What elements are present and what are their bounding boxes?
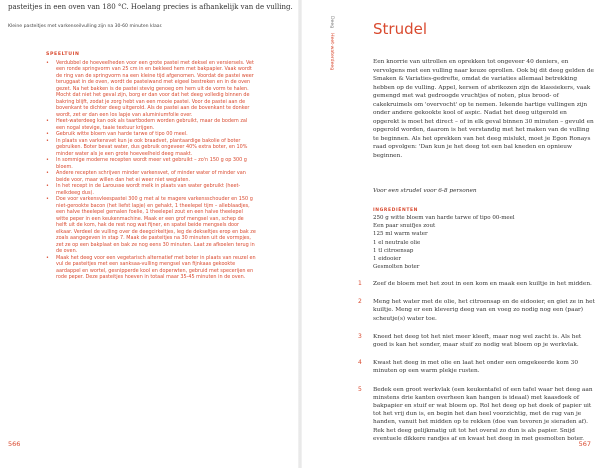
- running-head: [329, 16, 334, 70]
- recipe-serves: Voor een strudel voor 6-8 personen: [373, 188, 477, 194]
- ingredients-list: [373, 214, 595, 271]
- method-step: [358, 298, 595, 323]
- page-number-right: 567: [578, 440, 591, 448]
- tip-item: • In het recept in de Larousse wordt melk in plaats van water gebruikt (heet-melkdeeg dus).: [46, 183, 256, 196]
- ingredient-item: Een paar snuifjes zout: [373, 223, 436, 230]
- tip-item: • Maak het deeg voor een vegetarisch alternatief met boter in plaats van reuzel en vul de pasteitjes met een sanksaa-vulling mengsel van fijnkaas gekookte aardappel en wortel, gesnipperde kool en doperwten, gebruid met specerijen en rode peper. Deze pasteitjes hoeven in totaal maar 35-45 minuten in de oven.: [46, 255, 256, 281]
- step-number: 5: [358, 385, 362, 393]
- running-head-section: Heet-waterdeeg: [329, 33, 334, 71]
- step-text: Meng het water met de olie, het citroensap en de eidooier, en giet ze in het kuiltje. Meng er een kleverig deeg van en voeg zo nodig nog een (paar) scheutje(s) water toe.: [373, 299, 595, 322]
- step-text: Kneed het deeg tot het niet meer kleeft, maar nog wel zacht is. Als het goed is kan het sonder, maar stuif zo nodig wat bloem op je werkvlak.: [373, 333, 582, 349]
- tip-item: • Andere recepten schrijven minder varkensvet, of minder water of minder van beide voor, maar willen dan het ei weer niet weglaten.: [46, 170, 256, 183]
- tip-item: • Gebruik witte bloem van harde tarwe of tipo 00 meel.: [46, 131, 256, 138]
- tip-item: • Doe voor varkensvleespastei 300 g met al te magere varkensschouder en 150 g niet-gerookte bacon (het liefst lapje) en gehakt, 1 theelepel tijm – alleblaadjes, een halve theelepel gemalen foelie, 1 theelepel zout en een halve theelepel witte peper in een keukenmachine. Maak er een grof mengsel van, schep de helft uit de kom, hak de rest nog wat fijner, en spatel beide mengsels door elkaar. Verdeel de vulling over de deegcirkeltjes, leg de dekseltjes erop en bak ze zoals aangegeven in stap 7. Maak de pasteitjes na 30 minuten uit de vormpjes, zet ze op een bakplaat en bak ze nog eens 30 minuten. Laat ze afkoelen terug in de oven.: [46, 196, 256, 255]
- step-number: 2: [358, 298, 362, 306]
- ingredient-item: 1 tl citroensap: [373, 247, 414, 254]
- ingredient-item: Gesmolten boter: [373, 264, 420, 271]
- step-text: Bedek een groot werkvlak (een keukentafel of een tafel waar het deeg aan minstens drie kanten overheen kan hangen is ideaal) met kaasdoek of bakpapier en stuif er wat bloem op. Rol het deeg op het doek of papier uit tot het vrij dun is, en begin het dan heel voorzichtig, met de rug van je handen, vanuit het midden op te rekken (doe van tevoren je sieraden af). Rek het deeg gelijkmatig uit tot het overal zo dun is als papier. Snijd eventuele dikkere randjes af en kwast het deeg in met gesmolten boter.: [373, 386, 593, 442]
- tips-box: [46, 52, 256, 281]
- left-page-top-text: pasteitjes in een oven van 180 °C. Hoelang precies is afhankelijk van de vulling.: [8, 3, 293, 11]
- method-step: [358, 386, 595, 443]
- ingredient-item: 1 eidooier: [373, 256, 402, 263]
- running-head-chapter: Deeg: [329, 16, 334, 29]
- recipe-intro: Een knorrie van uitrollen en oprekken tot ongeveer 40 deniers, en vervolgens met een vulling naar keuze oprollen. Ook bij dit deeg gelden de Smaken & Variaties-gedrefte, omdat de variaties allemaal betrekking hebben op de vulling. Appel, kersen of abrikozen zijn de klassiekers, vaak gemengd met wat gedroogde vruchtjes of noten, plus brood- of cakekruimels om 'overvocht' op te nemen. Iekende hartige vullingen zijn onder andere gekookte kool of aspic. Nadat het deeg uitgerold en opgerekt is moet het direct – of in elk geval binnen 30 minuten – gevuld en opgerold worden, daarom is het verstandig met het maken van de vulling te beginnen. Als het oprekken van het deeg mislukt, moet je Egon Ronays raad opvolgen: 'Dan kun je het deeg tot een bal kneden en opnieuw beginnen.: [373, 59, 594, 159]
- step-text: Kwast het deeg in met olie en laat het onder een omgekeerde kom 30 minuten op een warm plekje rusten.: [373, 360, 579, 375]
- book-gutter: [298, 0, 302, 468]
- ingredient-item: 1 el neutrale olie: [373, 239, 421, 246]
- method-steps: [358, 280, 595, 453]
- recipe-title: Strudel: [373, 20, 427, 38]
- tips-list: [46, 60, 256, 281]
- page-number-left: 566: [8, 440, 21, 448]
- step-number: 1: [358, 280, 362, 287]
- ingredient-item: 125 ml warm water: [373, 231, 428, 238]
- left-page-note: Kleine pasteitjes met varkenseilvulling zijn na 30-60 minuten klaar.: [8, 24, 163, 29]
- method-step: [358, 359, 595, 375]
- method-step: [358, 333, 595, 349]
- step-number: 4: [358, 359, 362, 367]
- tip-item: • In sommige moderne recepten wordt meer vet gebruikt – zo'n 150 g op 300 g bloem.: [46, 157, 256, 170]
- ingredients-heading: INGREDIËNTEN: [373, 208, 419, 213]
- method-step: [358, 280, 595, 288]
- step-text: Zeef de bloem met het zout in een kom en maak een kuiltje in het midden.: [373, 281, 592, 287]
- tip-item: • Heet-waterdeeg kan ook als taartbodem worden gebruikt, maar de bodem zal een nogal stevige, taaie textuur krijgen.: [46, 118, 256, 131]
- tip-item: • Verdubbel de hoeveelheden voor een grote pastei met deksel en versiersels. Vet een ronde springvorm van 25 cm in en bekleed hem met bakpapier. Vaak wordt de ring van de springvorm na een kleine tijd afgenomen. Voordat de pastei weer teruggaat in de oven, wordt de pasteiwand met eigeel bestreken en in de oven gezet. Na het bakken is de pastei stevig genoeg om hem uit de vorm te halen. Mocht dat niet het geval zijn, borg er dan voor dat het deeg volledig binnen de bakring blijft, zodat je zorg hebt van een mooie pastei. Voor de pastei aan de bovenkant te dichter deeg uitgerold. Als de pastei aan de bovenkant te donker wordt, zet er dan een los lapje van aluminiumfolie over.: [46, 60, 256, 119]
- tips-heading: SPEELTUIN: [46, 52, 80, 57]
- ingredient-item: 250 g witte bloem van harde tarwe of tipo 00-meel: [373, 215, 515, 221]
- step-number: 3: [358, 332, 362, 340]
- tip-item: • In plaats van varkensvet kun je ook braadvet, plantaardige bakolie of boter gebruiken. Boter bevat water, dus gebruik ongeveer 40% extra boter, en 10% minder water als je een grote hoeveelheid deeg maakt.: [46, 138, 256, 158]
